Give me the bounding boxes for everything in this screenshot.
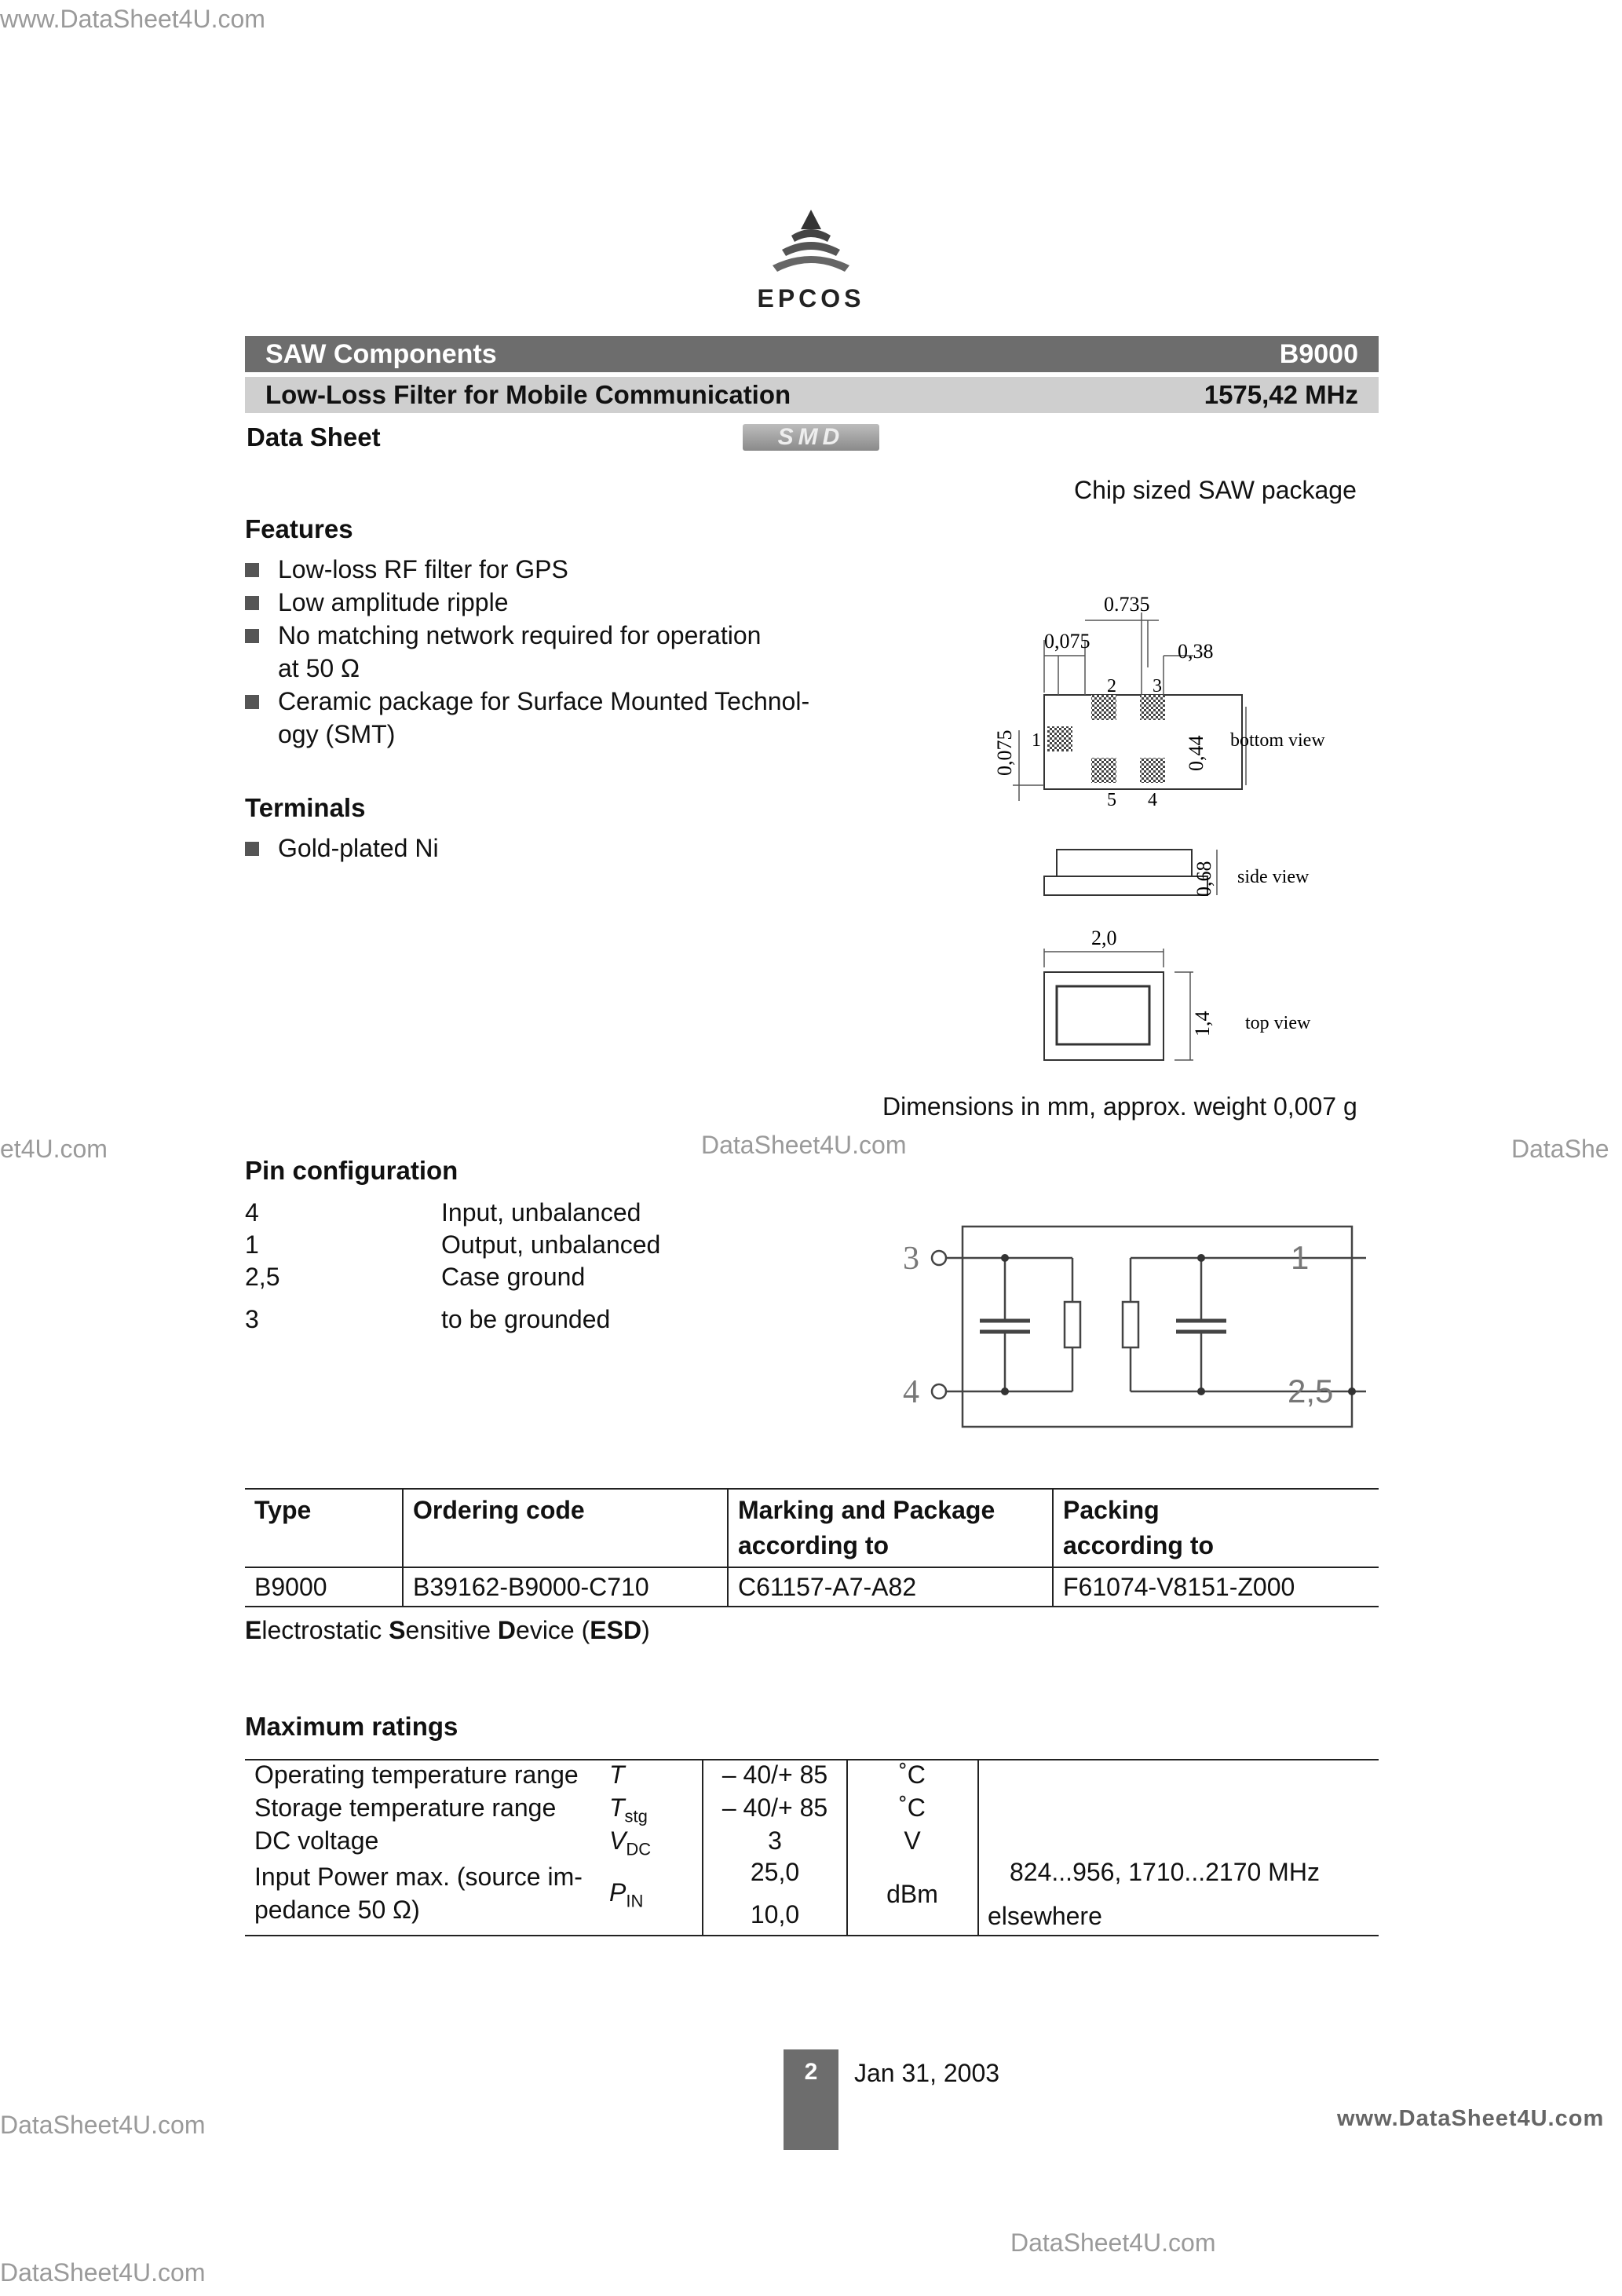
param-symbol: T [609, 1760, 625, 1789]
feature-item: at 50 Ω [278, 654, 360, 682]
package-label: Chip sized SAW package [1074, 476, 1357, 504]
header-type: Type [254, 1496, 312, 1524]
param-value: 25,0 [750, 1858, 800, 1886]
param-unit: V [904, 1826, 921, 1855]
feature-item: No matching network required for operation [278, 621, 762, 649]
param-name: Input Power max. (source im- [254, 1863, 583, 1891]
pin-description: Output, unbalanced [441, 1230, 661, 1259]
pin-number: 1 [245, 1230, 259, 1259]
cell-marking: C61157-A7-A82 [728, 1567, 1053, 1607]
pin-label-3: 3 [1153, 676, 1162, 696]
cell-type: B9000 [254, 1572, 327, 1601]
table-divider [702, 1759, 703, 1935]
pin-number: 3 [245, 1305, 259, 1333]
watermark-top-left: www.DataSheet4U.com [0, 5, 265, 33]
param-condition: 824...956, 1710...2170 MHz [1010, 1858, 1320, 1886]
cell-packing: F61074-V8151-Z000 [1053, 1567, 1379, 1607]
top-view-label: top view [1245, 1013, 1311, 1033]
top-view [1044, 927, 1311, 1060]
smd-badge-text: SMD [777, 424, 845, 450]
watermark-bottom-center: DataSheet4U.com [1010, 2228, 1216, 2257]
pad-1 [1047, 726, 1072, 751]
param-condition: elsewhere [988, 1902, 1102, 1930]
category-title: SAW Components [265, 339, 497, 369]
dim-044: 0,44 [1185, 735, 1207, 771]
schematic-label-1: 1 [1291, 1239, 1310, 1276]
feature-item: ogy (SMT) [278, 720, 396, 748]
table-divider [977, 1759, 979, 1935]
part-number: B9000 [1279, 339, 1358, 369]
watermark-mid-center: DataSheet4U.com [701, 1131, 907, 1159]
header-bar-product [245, 377, 1379, 413]
bullet-icon [245, 563, 259, 577]
epcos-logo-text: EPCOS [757, 284, 865, 313]
doc-type: Data Sheet [247, 422, 381, 452]
dim-20: 2,0 [1091, 927, 1117, 949]
param-value: 3 [768, 1826, 782, 1855]
max-ratings-title: Maximum ratings [245, 1712, 458, 1741]
esd-note: Electrostatic Sensitive Device (ESD) [245, 1616, 650, 1644]
bullet-icon [245, 842, 259, 856]
pad-3 [1140, 695, 1165, 720]
bullet-icon [245, 596, 259, 610]
param-name: Operating temperature range [254, 1760, 579, 1789]
schematic-label-3: 3 [903, 1241, 919, 1277]
page-number-box [784, 2049, 838, 2150]
param-name: Storage temperature range [254, 1793, 557, 1822]
dim-14: 1,4 [1191, 1011, 1214, 1036]
features-title: Features [245, 514, 353, 543]
dim-0735: 0.735 [1104, 593, 1150, 616]
footer-date: Jan 31, 2003 [854, 2059, 1000, 2087]
pin-label-4: 4 [1148, 790, 1157, 810]
smd-badge [743, 424, 879, 451]
side-view [1044, 850, 1310, 897]
pin-label-2: 2 [1107, 676, 1116, 696]
header-marking: Marking and Package according to [728, 1489, 1053, 1567]
watermark-bottom-right: www.DataSheet4U.com [1337, 2106, 1605, 2131]
ordering-table-header [245, 1489, 1379, 1567]
dim-0075-top: 0,075 [1044, 630, 1090, 653]
package-drawing [981, 589, 1390, 1076]
pin-description: Case ground [441, 1263, 586, 1291]
param-value: 10,0 [750, 1900, 800, 1929]
param-name: pedance 50 Ω) [254, 1896, 420, 1924]
watermark-footer-left: DataSheet4U.com [0, 2258, 206, 2287]
param-symbol: $V_{DC}$ [609, 1826, 652, 1859]
param-unit: ˚C [899, 1793, 926, 1822]
epcos-logo [754, 206, 868, 316]
feature-item: Low amplitude ripple [278, 588, 509, 616]
page-number: 2 [804, 2059, 818, 2085]
pin-number: 2,5 [245, 1263, 280, 1291]
bottom-view-label: bottom view [1230, 730, 1325, 751]
pad-4 [1140, 758, 1165, 783]
pin-description: to be grounded [441, 1305, 611, 1333]
cell-ordering-code: B39162-B9000-C710 [403, 1567, 728, 1607]
watermark-mid-left: et4U.com [0, 1135, 108, 1163]
pad-2 [1091, 695, 1116, 720]
param-value: – 40/+ 85 [721, 1793, 828, 1822]
bullet-icon [245, 695, 259, 709]
header-packing: Packing according to [1053, 1489, 1379, 1567]
terminal-item: Gold-plated Ni [278, 834, 439, 862]
dim-038: 0,38 [1178, 640, 1214, 663]
dimensions-caption: Dimensions in mm, approx. weight 0,007 g [882, 1092, 1357, 1121]
pin-number: 4 [245, 1198, 259, 1227]
header-ordering-code: Ordering code [403, 1489, 728, 1567]
header-bar-category [245, 336, 1379, 372]
watermark-bottom-left: DataSheet4U.com [0, 2111, 206, 2139]
pin-label-5: 5 [1107, 790, 1116, 810]
pad-5 [1091, 758, 1116, 783]
dim-068: 0,68 [1193, 861, 1215, 897]
dim-0075-side: 0,075 [993, 729, 1016, 776]
param-unit: ˚C [899, 1760, 926, 1789]
pin-config-title: Pin configuration [245, 1156, 458, 1185]
schematic-label-25: 2,5 [1288, 1373, 1334, 1409]
watermark-mid-right: DataShe [1511, 1135, 1609, 1163]
pin-description: Input, unbalanced [441, 1198, 641, 1227]
bullet-icon [245, 629, 259, 643]
schematic-label-4: 4 [903, 1374, 919, 1410]
table-row [245, 1567, 1379, 1607]
param-value: – 40/+ 85 [721, 1760, 828, 1789]
param-symbol: $T_{stg}$ [609, 1793, 648, 1826]
frequency: 1575,42 MHz [1204, 380, 1358, 409]
feature-item: Ceramic package for Surface Mounted Technol- [278, 687, 810, 715]
side-view-label: side view [1237, 867, 1310, 887]
param-unit: dBm [886, 1880, 938, 1908]
param-name: DC voltage [254, 1826, 379, 1855]
terminals-title: Terminals [245, 793, 366, 822]
param-symbol: $P_{IN}$ [609, 1878, 644, 1911]
pin-label-1: 1 [1032, 730, 1041, 751]
ordering-table [245, 1488, 1379, 1607]
product-title: Low-Loss Filter for Mobile Communication [265, 380, 791, 409]
feature-item: Low-loss RF filter for GPS [278, 555, 568, 583]
bottom-view [993, 593, 1325, 810]
epcos-logo-mark [754, 206, 868, 284]
